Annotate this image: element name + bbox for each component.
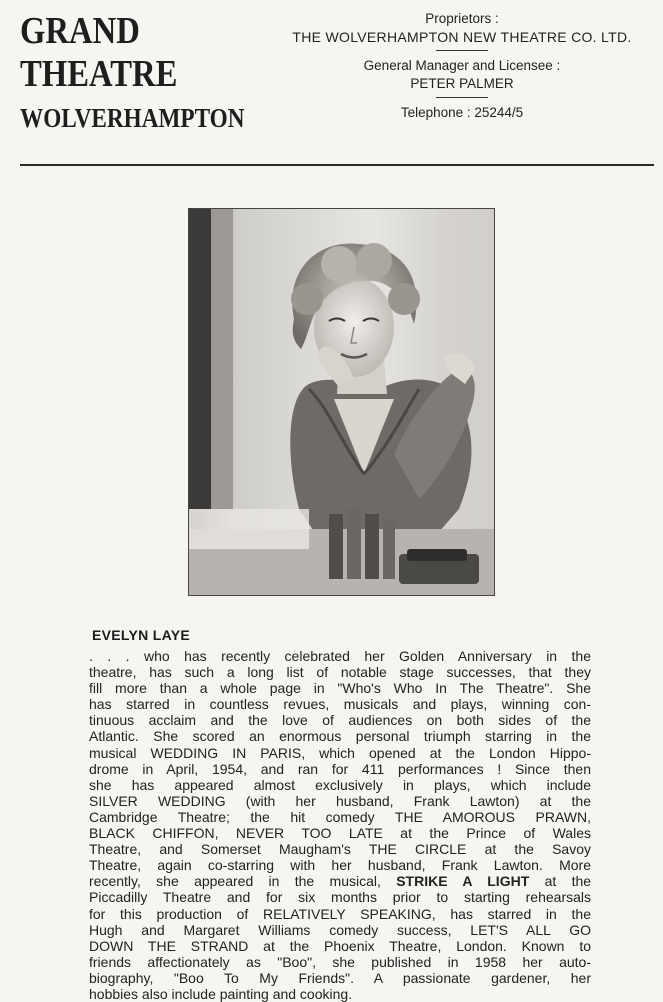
manager-label: General Manager and Licensee : xyxy=(363,58,561,73)
info-divider xyxy=(436,50,488,51)
header-rule xyxy=(20,164,654,166)
portrait-photo xyxy=(188,208,495,596)
masthead-line-grand: GRAND xyxy=(20,10,140,52)
bio-line: she has appeared almost exclusively in plays, which include xyxy=(89,776,591,793)
bio-bold-title: STRIKE A LIGHT xyxy=(396,873,530,890)
proprietors-value: THE WOLVERHAMPTON NEW THEATRE CO. LTD. xyxy=(292,29,632,45)
bio-line: for this production of RELATIVELY SPEAKING, has starred in the xyxy=(89,905,591,922)
article-body xyxy=(89,648,591,1002)
bio-line: BLACK CHIFFON, NEVER TOO LATE at the Prince of Wales xyxy=(89,825,591,842)
bio-line: . . . who has recently celebrated her Golden Anniversary in the xyxy=(89,648,591,664)
theatre-info-block xyxy=(262,10,662,122)
portrait-image xyxy=(189,209,494,595)
bio-line: Hugh and Margaret Williams comedy success, LET'S ALL GO xyxy=(89,921,591,938)
bio-line-segment: recently, she appeared in the musical, xyxy=(89,873,381,890)
proprietors-label: Proprietors : xyxy=(425,11,499,26)
bio-line: fill more than a whole page in "Who's Who In The Theatre". She xyxy=(89,680,591,697)
bio-line: Theatre, again co-starring with her husband, Frank Lawton. More xyxy=(89,857,591,874)
bio-line: Atlantic. She scored an enormous personal triumph starring in the xyxy=(89,728,591,745)
bio-line xyxy=(89,873,591,889)
theatre-masthead xyxy=(20,12,281,132)
masthead-line-theatre: THEATRE xyxy=(20,53,178,95)
masthead-line-city: WOLVERHAMPTON xyxy=(20,103,245,133)
bio-line: SILVER WEDDING (with her husband, Frank Lawton) at the xyxy=(89,792,591,809)
bio-line: theatre, has such a long list of notable stage successes, that they xyxy=(89,664,591,681)
bio-line: DOWN THE STRAND at the Phoenix Theatre, London. Known to xyxy=(89,937,591,954)
bio-line: hobbies also include painting and cooking. xyxy=(89,985,353,1002)
bio-line-segment: at the xyxy=(544,873,592,890)
bio-line: has starred in countless revues, musicals and plays, winning con- xyxy=(89,696,591,713)
manager-value: PETER PALMER xyxy=(410,76,514,91)
info-divider xyxy=(436,97,488,98)
bio-line: Piccadilly Theatre and for six months prior to starting rehearsals xyxy=(89,889,591,906)
bio-line: friends affectionately as "Boo", she published in 1958 her auto- xyxy=(89,953,591,970)
bio-line: Theatre, and Somerset Maugham's THE CIRCLE at the Savoy xyxy=(89,841,591,858)
bio-line: tinuous acclaim and the love of audiences on both sides of the xyxy=(89,712,591,729)
telephone-number: Telephone : 25244/5 xyxy=(400,105,524,120)
bio-line: Cambridge Theatre; the hit comedy THE AMOROUS PRAWN, xyxy=(89,808,591,825)
bio-line: musical WEDDING IN PARIS, which opened at the London Hippo- xyxy=(89,744,591,761)
article-name: EVELYN LAYE xyxy=(92,627,190,643)
bio-line: biography, "Boo To My Friends". A passionate gardener, her xyxy=(89,969,591,986)
bio-line: drome in April, 1954, and ran for 411 performances ! Since then xyxy=(89,760,591,777)
